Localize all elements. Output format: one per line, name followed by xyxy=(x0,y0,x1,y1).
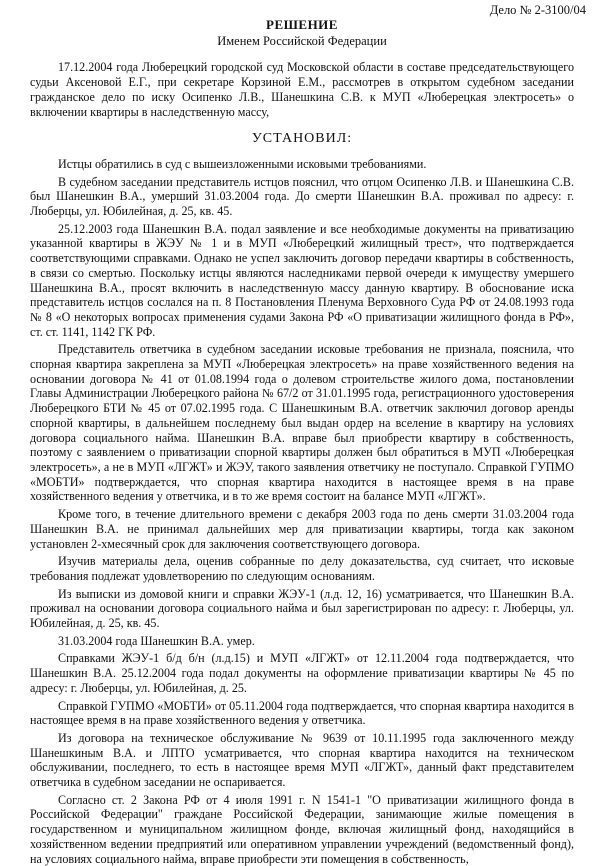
body-paragraph: Кроме того, в течение длительного времени с декабря 2003 года по день смерти 31.03.2004 года Шанешкин В.А. не принимал дальнейших мер для приватизации квартиры, тогда как законом установлен 2-хмесячный срок для заключения соответствующего договора. xyxy=(30,507,574,551)
body-paragraph: 25.12.2003 года Шанешкин В.А. подал заявление и все необходимые документы на приватизацию указанной квартиры в ЖЭУ № 1 и в МУП «Люберецкий жилищный трест», что подтверждается соответствующими справками. Однако не успел заключить договор передачи квартиры в собственность, в связи со смертью. Поскольку истцы являются наследниками первой очереди к имуществу умершего Шанешкина В.А., просят включить в наследственную массу данную квартиру. В обоснование иска представитель истцов сослался на п. 8 Постановления Пленума Верховного Суда РФ от 24.08.1993 года № 8 «О некоторых вопросах применения судами Закона РФ «О приватизации жилищного фонда в РФ», ст. ст. 1141, 1142 ГК РФ. xyxy=(30,221,574,339)
intro-paragraph: 17.12.2004 года Люберецкий городской суд Московской области в составе председательствующего судьи Аксеновой Е.Г., при секретаре Корзиной Е.М., рассмотрев в открытом судебном заседании гражданское дело по иску Осипенко Л.В., Шанешкина С.В. к МУП «Люберецкая электросеть» о включении квартиры в наследственную массу, xyxy=(30,60,574,119)
body-paragraph: Изучив материалы дела, оценив собранные по делу доказательства, суд считает, что исковые требования подлежат удовлетворению по следующим основаниям. xyxy=(30,554,574,583)
section-heading: УСТАНОВИЛ: xyxy=(251,131,353,147)
body-paragraph: Согласно ст. 2 Закона РФ от 4 июля 1991 г. N 1541-1 "О приватизации жилищного фонда в Российской Федерации" граждане Российской Федерации, занимающие жилые помещения в государственном и муниципальном жилищном фонде, включая жилищный фонд, находящийся в хозяйственном ведении предприятий или оперативном управлении учреждений (ведомственный фонд), на условиях социального найма, вправе приобрести эти помещения в собственность, xyxy=(30,792,574,866)
document-title: РЕШЕНИЕ xyxy=(266,17,338,32)
document-subtitle: Именем Российской Федерации xyxy=(217,33,387,48)
body-paragraph: 31.03.2004 года Шанешкин В.А. умер. xyxy=(58,633,255,648)
body-paragraph: В судебном заседании представитель истцов пояснил, что отцом Осипенко Л.В. и Шанешкина С.В. был Шанешкин В.А., умерший 31.03.2004 года. До смерти Шанешкин В.А. проживал по адресу: г. Люберцы, ул. Юбилейная, д. 25, кв. 45. xyxy=(30,174,574,219)
case-number: Дело № 2-3100/04 xyxy=(489,3,586,17)
body-paragraph: Представитель ответчика в судебном заседании исковые требования не признала, пояснила, что спорная квартира закреплена за МУП «Люберецкая электросеть» на праве хозяйственного ведения на основании договора № 41 от 01.08.1994 года о долевом строительстве жилого дома, постановлении Главы Администрации Люберецкого района № 67/2 от 31.01.1995 года, регистрационного удостоверения Люберецкого БТИ № 45 от 07.02.1995 года. С Шанешкиным В.А. ответчик заключил договор аренды спорной квартиры, в дальнейшем последнему был выдан ордер на вселение в квартиру на условиях договора социального найма. Шанешкин В.А. вправе был приобрести квартиру в собственность, поэтому с заявлением о приватизации спорной квартиры должен был обратиться в МУП «Люберецкая электросеть», а не в МУП «ЛГЖТ» и ЖЭУ, такого заявления ответчику не поступало. Справкой ГУПМО «МОБТИ» подтверждается, что спорная квартира находится в настоящее время в на праве хозяйственного ведения у ответчика, и в то же время состоит на балансе МУП «ЛГЖТ». xyxy=(30,342,574,504)
body-paragraph: Из договора на техническое обслуживание № 9639 от 10.11.1995 года заключенного между Шанешкиным В.А. и ЛПТО усматривается, что спорная квартира находится на техническом обслуживании, последнего, то есть в настоящее время МУП «ЛГЖТ», данный факт представителем ответчика в судебном заседании не оспаривается. xyxy=(30,730,574,790)
body-paragraph: Справкой ГУПМО «МОБТИ» от 05.11.2004 года подтверждается, что спорная квартира находится в настоящее время в на праве хозяйственного ведения у ответчика. xyxy=(30,698,574,728)
body-paragraph: Справками ЖЭУ-1 б/д б/н (л.д.15) и МУП «ЛГЖТ» от 12.11.2004 года подтверждается, что Шанешкин В.А. 25.12.2004 года подал документы на оформление приватизации квартиры № 45 по адресу: г. Люберцы, ул. Юбилейная, д. 25. xyxy=(30,651,574,695)
body-paragraph: Истцы обратились в суд с вышеизложенными исковыми требованиями. xyxy=(58,156,427,171)
body-paragraph: Из выписки из домовой книги и справки ЖЭУ-1 (л.д. 12, 16) усматривается, что Шанешкин В.А. проживал на основании договора социального найма и был зарегистрирован по адресу: г. Люберцы, ул. Юбилейная, д. 25, кв. 45. xyxy=(30,586,574,631)
